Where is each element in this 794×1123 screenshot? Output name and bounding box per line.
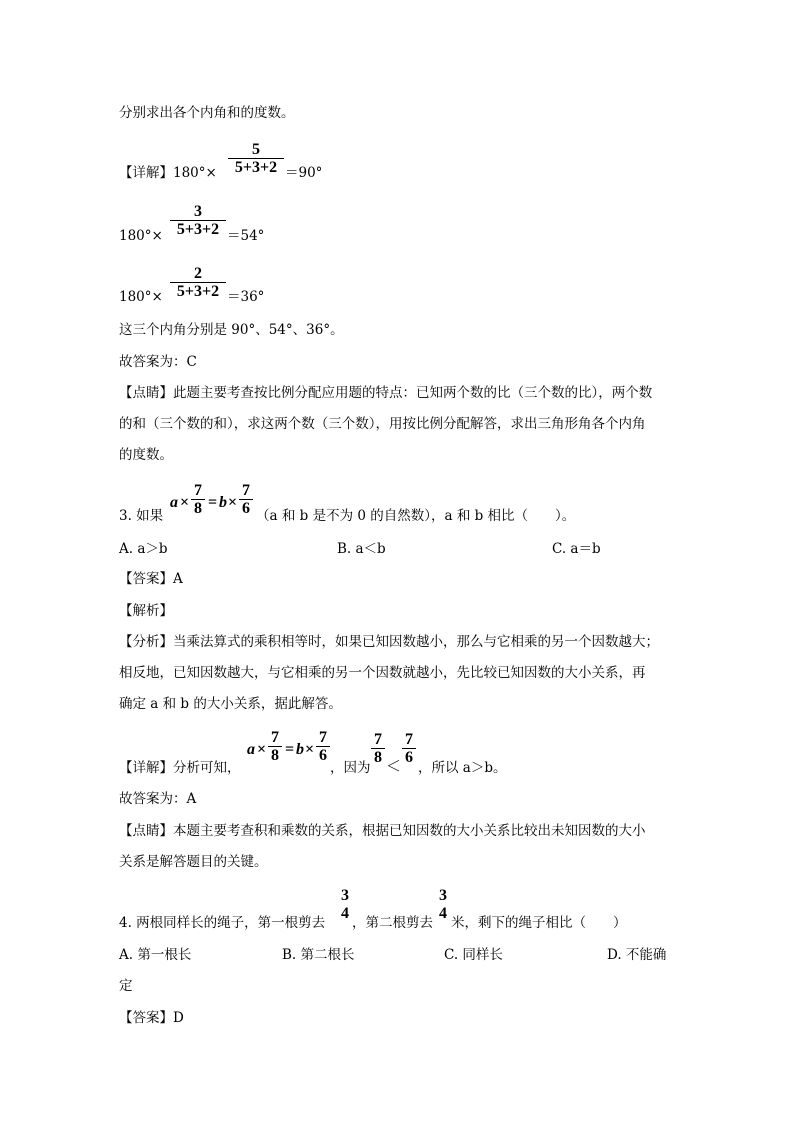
detail-prefix: 【详解】180°× xyxy=(119,165,217,181)
detail-text: ，因为 xyxy=(330,760,371,776)
analysis-line: 相反地，已知因数越大，与它相乘的另一个因数就越小，先比较已知因数的大小关系，再 xyxy=(119,665,646,681)
analysis-label: 【解析】 xyxy=(119,603,173,619)
math-times: × xyxy=(305,741,315,758)
fraction-numerator: 7 xyxy=(319,729,327,746)
option-d-wrap: 定 xyxy=(119,978,133,994)
fraction-7-over-8 xyxy=(191,482,205,517)
note-line: 的和（三个数的和），求这两个数（三个数），用按比例分配解答，求出三角形角各个内角 xyxy=(119,416,646,432)
math-equals: = xyxy=(285,741,295,758)
fraction-7-over-8 xyxy=(268,729,282,764)
less-than-sign: ＜ xyxy=(386,757,402,775)
text-line: 这三个内角分别是 90°、54°、36°。 xyxy=(119,322,344,338)
fraction-denominator: 8 xyxy=(271,747,279,764)
text-line: 分别求出各个内角和的度数。 xyxy=(119,105,295,121)
fraction-7-over-6 xyxy=(316,729,330,764)
question-text: （a 和 b 是不为 0 的自然数），a 和 b 相比（ ）。 xyxy=(256,508,576,524)
answer-label: 【答案】D xyxy=(119,1010,184,1026)
option-b: B. 第二根长 xyxy=(282,947,355,963)
fraction-numerator: 7 xyxy=(405,731,413,748)
answer-label: 【答案】A xyxy=(119,571,183,587)
fraction-7-over-6 xyxy=(402,731,416,766)
question-number: 3. 如果 xyxy=(119,508,164,524)
fraction-7-over-6 xyxy=(239,482,253,517)
fraction-denominator: 4 xyxy=(439,905,447,922)
fraction-2-over-sum xyxy=(170,265,226,300)
fraction-numerator: 5 xyxy=(252,141,260,158)
fraction-3-over-4 xyxy=(339,887,351,922)
math-var-a: a xyxy=(170,494,178,511)
fraction-numerator: 7 xyxy=(242,482,250,499)
question-text: 米，剩下的绳子相比（ ） xyxy=(451,915,627,931)
fraction-denominator: 5+3+2 xyxy=(176,283,220,300)
fraction-denominator: 8 xyxy=(194,500,202,517)
fraction-denominator: 6 xyxy=(405,749,413,766)
detail-result: ＝90° xyxy=(285,165,323,181)
fraction-5-over-sum xyxy=(228,141,284,176)
fraction-numerator: 2 xyxy=(194,265,202,282)
detail-prefix: 180°× xyxy=(119,289,163,305)
fraction-numerator: 3 xyxy=(439,887,447,904)
fraction-denominator: 5+3+2 xyxy=(176,221,220,238)
fraction-numerator: 3 xyxy=(194,203,202,220)
option-b: B. a＜b xyxy=(337,541,386,557)
fraction-3-over-4 xyxy=(437,887,449,922)
fraction-3-over-sum xyxy=(170,203,226,238)
option-c: C. 同样长 xyxy=(444,947,503,963)
note-line: 关系是解答题目的关键。 xyxy=(119,854,268,870)
fraction-numerator: 3 xyxy=(341,887,349,904)
fraction-numerator: 7 xyxy=(374,731,382,748)
note-line: 的度数。 xyxy=(119,447,173,463)
math-times: × xyxy=(257,741,267,758)
answer-line: 故答案为：C xyxy=(119,354,197,370)
fraction-denominator: 4 xyxy=(341,905,349,922)
math-equals: = xyxy=(208,494,218,511)
math-var-a: a xyxy=(247,741,255,758)
fraction-denominator: 6 xyxy=(242,500,250,517)
fraction-denominator: 6 xyxy=(319,747,327,764)
option-c: C. a＝b xyxy=(552,541,601,557)
note-line: 【点睛】本题主要考查积和乘数的关系，根据已知因数的大小关系比较出未知因数的大小 xyxy=(119,823,646,839)
detail-prefix: 180°× xyxy=(119,228,163,244)
detail-prefix: 【详解】分析可知， xyxy=(119,760,241,776)
fraction-numerator: 7 xyxy=(194,482,202,499)
note-line: 【点睛】此题主要考查按比例分配应用题的特点：已知两个数的比（三个数的比），两个数 xyxy=(119,385,653,401)
analysis-line: 确定 a 和 b 的大小关系，据此解答。 xyxy=(119,696,342,712)
option-a: A. a＞b xyxy=(119,541,168,557)
question-text: 4. 两根同样长的绳子，第一根剪去 xyxy=(119,915,326,931)
question-text: ，第二根剪去 xyxy=(352,915,433,931)
math-var-b: b xyxy=(219,494,227,511)
math-var-b: b xyxy=(296,741,304,758)
math-times: × xyxy=(180,494,190,511)
detail-result: ＝54° xyxy=(227,228,265,244)
fraction-numerator: 7 xyxy=(271,729,279,746)
detail-text: ，所以 a＞b。 xyxy=(418,760,507,776)
option-a: A. 第一根长 xyxy=(119,947,192,963)
option-d: D. 不能确 xyxy=(607,947,667,963)
fraction-7-over-8 xyxy=(371,731,385,766)
detail-result: ＝36° xyxy=(227,289,265,305)
analysis-line: 【分析】当乘法算式的乘积相等时，如果已知因数越小，那么与它相乘的另一个因数越大； xyxy=(119,634,659,650)
fraction-denominator: 8 xyxy=(374,749,382,766)
math-times: × xyxy=(228,494,238,511)
fraction-denominator: 5+3+2 xyxy=(234,159,278,176)
answer-line: 故答案为：A xyxy=(119,791,197,807)
